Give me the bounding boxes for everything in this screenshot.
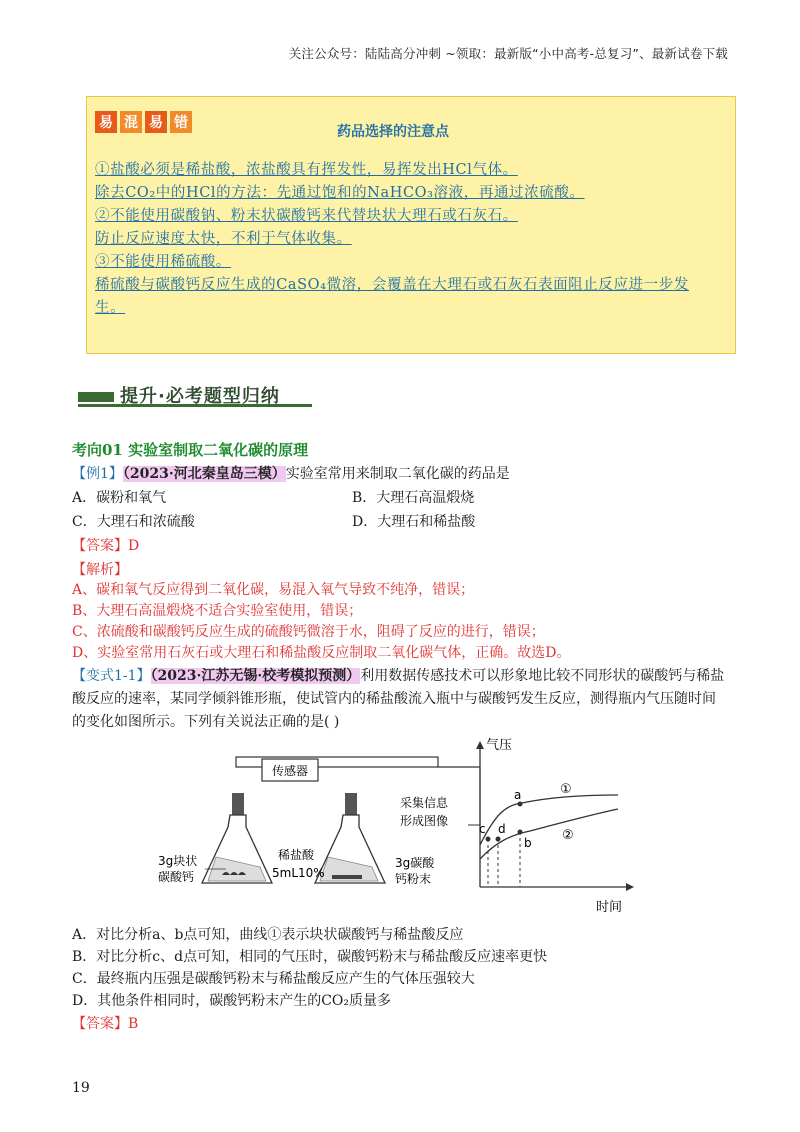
right-flask-label: 钙粉末: [395, 872, 432, 886]
answer: 【答案】D: [72, 538, 140, 554]
point-label-c: c: [479, 822, 486, 836]
right-flask: [315, 793, 385, 883]
right-stopper: [345, 793, 357, 815]
left-flask: [202, 793, 272, 883]
right-flask-label: 3g碳酸: [395, 856, 435, 870]
question-text: 实验室常用来制取二氧化碳的药品是: [285, 466, 510, 482]
option-c: C．最终瓶内压强是碳酸钙粉末与稀盐酸反应产生的气体压强较大: [72, 971, 475, 987]
tip-badges: [95, 111, 192, 133]
tip-lines: [95, 159, 729, 320]
answer: 【答案】B: [72, 1016, 139, 1032]
right-solid: [332, 875, 362, 879]
point-label-d: d: [498, 822, 506, 836]
variant-1-stem: [72, 666, 724, 686]
example-label: 【例1】: [72, 466, 123, 482]
page-number: 19: [72, 1080, 90, 1096]
badge-3: 易: [145, 111, 167, 133]
badge-2: 混: [120, 111, 142, 133]
tip-line: 稀硫酸与碳酸钙反应生成的CaSO₄微溶，会覆盖在大理石或石灰石表面阻止反应进一步发: [95, 277, 689, 293]
curve-label-1: ①: [560, 782, 572, 797]
tip-line: 除去CO₂中的HCl的方法：先通过饱和的NaHCO₃溶液，再通过浓硫酸。: [95, 185, 585, 201]
tip-line: ③不能使用稀硫酸。: [95, 254, 231, 270]
source-tag: （2023·河北秦皇岛三模）: [122, 466, 286, 482]
tip-line: 防止反应速度太快，不利于气体收集。: [95, 231, 352, 247]
question-text: 的变化如图所示。下列有关说法正确的是( ): [72, 714, 340, 730]
section-bar: [78, 392, 114, 402]
tip-title: 药品选择的注意点: [337, 124, 449, 140]
question-text: 利用数据传感技术可以形象地比较不同形状的碳酸钙与稀盐: [360, 668, 725, 684]
page-header: 关注公众号：陆陆高分冲刺 ~领取：最新版“小中高考-总复习”、最新试卷下载: [288, 46, 728, 61]
collect-label: 采集信息: [400, 796, 449, 810]
x-axis-label: 时间: [596, 900, 623, 915]
acid-label: 稀盐酸: [278, 848, 315, 862]
sensor-label: 传感器: [271, 764, 309, 778]
y-axis-label: 气压: [486, 738, 513, 753]
badge-1: 易: [95, 111, 117, 133]
analysis-label: 【解析】: [72, 562, 128, 578]
option-b: B．大理石高温煅烧: [352, 490, 475, 506]
source-tag: （2023·江苏无锡·校考模拟预测）: [150, 668, 361, 684]
tip-box: [86, 96, 736, 354]
tip-line: ①盐酸必须是稀盐酸，浓盐酸具有挥发性，易挥发出HCl气体。: [95, 162, 518, 178]
collect-label: 形成图像: [400, 814, 449, 828]
left-flask-label: 碳酸钙: [158, 870, 195, 884]
tip-line: ②不能使用碳酸钠、粉末状碳酸钙来代替块状大理石或石灰石。: [95, 208, 518, 224]
point-label-a: a: [514, 788, 522, 802]
topic-title: 考向01 实验室制取二氧化碳的原理: [72, 441, 309, 459]
variant-label: 【变式1-1】: [72, 668, 151, 684]
analysis-line: B、大理石高温煅烧不适合实验室使用，错误；: [72, 603, 363, 619]
point-label-b: b: [524, 836, 532, 850]
option-c: C．大理石和浓硫酸: [72, 514, 195, 530]
analysis-line: A、碳和氧气反应得到二氧化碳，易混入氧气导致不纯净，错误；: [72, 582, 475, 598]
section-title: 提升·必考题型归纳: [120, 386, 280, 407]
left-solid: [222, 872, 246, 875]
tip-line: 生。: [95, 300, 126, 316]
acid-label: 5mL10%: [272, 866, 325, 880]
badge-4: 错: [170, 111, 192, 133]
option-b: B．对比分析c、d点可知，相同的气压时，碳酸钙粉末与稀盐酸反应速率更快: [72, 949, 548, 965]
pressure-graph: [476, 738, 634, 915]
experiment-figure: [150, 735, 650, 915]
section-header: [78, 382, 312, 408]
option-d: D．其他条件相同时，碳酸钙粉末产生的CO₂质量多: [72, 993, 392, 1009]
option-a: A．对比分析a、b点可知，曲线①表示块状碳酸钙与稀盐酸反应: [72, 927, 464, 943]
curve-1: [480, 795, 618, 845]
left-stopper: [232, 793, 244, 815]
option-d: D．大理石和稀盐酸: [352, 514, 476, 530]
y-axis-arrow: [476, 741, 484, 749]
x-axis-arrow: [626, 883, 634, 891]
curve-label-2: ②: [562, 828, 574, 843]
example-1-stem: [72, 464, 510, 484]
analysis-line: D、实验室常用石灰石或大理石和稀盐酸反应制取二氧化碳气体，正确。故选D。: [72, 645, 571, 661]
point-a: [518, 802, 523, 807]
analysis-line: C、浓硫酸和碳酸钙反应生成的硫酸钙微溶于水，阻碍了反应的进行，错误；: [72, 624, 545, 640]
question-text: 酸反应的速率，某同学倾斜锥形瓶，使试管内的稀盐酸流入瓶中与碳酸钙发生反应，测得瓶内气压随时间: [72, 691, 716, 707]
option-a: A．碳粉和氧气: [72, 490, 167, 506]
left-flask-label: 3g块状: [158, 854, 198, 868]
